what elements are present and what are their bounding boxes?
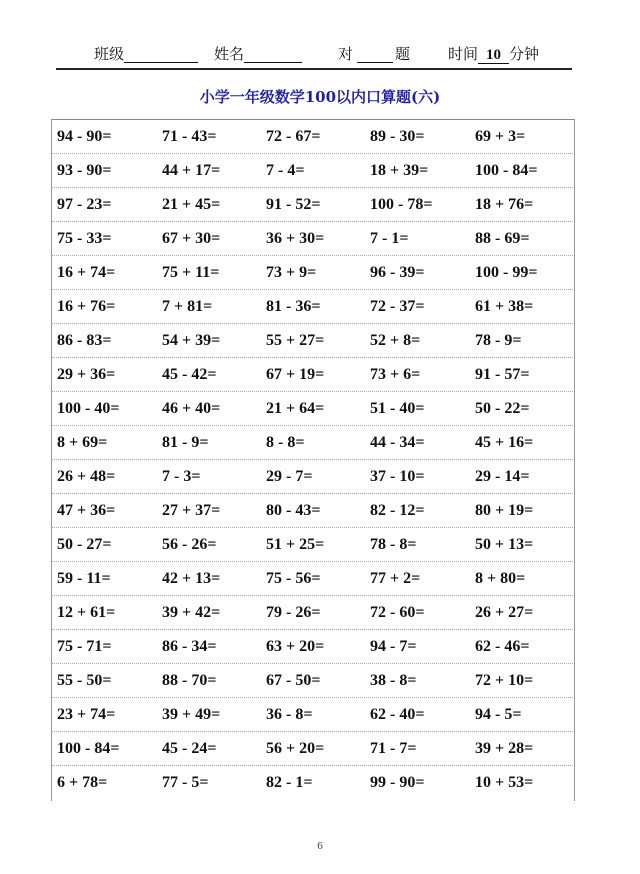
problem-cell: 47 + 36= bbox=[57, 502, 116, 519]
page-number: 6 bbox=[317, 840, 323, 852]
problem-cell: 100 - 84= bbox=[57, 740, 120, 757]
problem-cell: 50 + 13= bbox=[475, 536, 534, 553]
problem-cell: 81 - 9= bbox=[162, 434, 209, 451]
problem-cell: 44 - 34= bbox=[370, 434, 425, 451]
problem-cell: 52 + 8= bbox=[370, 332, 421, 349]
problem-cell: 18 + 39= bbox=[370, 162, 429, 179]
problem-row bbox=[51, 426, 575, 460]
problem-cell: 10 + 53= bbox=[475, 774, 534, 791]
problem-row bbox=[51, 290, 575, 324]
problem-cell: 55 - 50= bbox=[57, 672, 112, 689]
time-unit: 分钟 bbox=[509, 45, 540, 63]
problem-cell: 71 - 7= bbox=[370, 740, 417, 757]
problem-cell: 88 - 69= bbox=[475, 230, 530, 247]
time-value: 10 bbox=[478, 47, 509, 64]
problem-cell: 79 - 26= bbox=[266, 604, 321, 621]
time-field bbox=[448, 45, 539, 64]
class-blank bbox=[124, 46, 198, 63]
problem-row bbox=[51, 596, 575, 630]
problem-cell: 63 + 20= bbox=[266, 638, 325, 655]
problem-cell: 80 - 43= bbox=[266, 502, 321, 519]
problem-cell: 8 + 69= bbox=[57, 434, 108, 451]
problem-cell: 72 - 37= bbox=[370, 298, 425, 315]
problem-cell: 86 - 34= bbox=[162, 638, 217, 655]
problem-cell: 23 + 74= bbox=[57, 706, 116, 723]
problem-cell: 46 + 40= bbox=[162, 400, 221, 417]
problem-cell: 89 - 30= bbox=[370, 128, 425, 145]
problem-row bbox=[51, 154, 575, 188]
grid-left-border bbox=[51, 119, 52, 801]
problem-grid bbox=[51, 119, 575, 799]
class-label: 班级 bbox=[94, 45, 125, 63]
problem-cell: 99 - 90= bbox=[370, 774, 425, 791]
problem-cell: 62 - 46= bbox=[475, 638, 530, 655]
problem-cell: 72 - 60= bbox=[370, 604, 425, 621]
problem-cell: 75 + 11= bbox=[162, 264, 220, 281]
problem-cell: 50 - 22= bbox=[475, 400, 530, 417]
problem-cell: 42 + 13= bbox=[162, 570, 221, 587]
problem-cell: 73 + 9= bbox=[266, 264, 317, 281]
problem-cell: 61 + 38= bbox=[475, 298, 534, 315]
problem-cell: 56 - 26= bbox=[162, 536, 217, 553]
problem-row bbox=[51, 256, 575, 290]
problem-cell: 100 - 99= bbox=[475, 264, 538, 281]
problem-cell: 16 + 74= bbox=[57, 264, 116, 281]
problem-cell: 59 - 11= bbox=[57, 570, 111, 587]
grid-right-border bbox=[574, 119, 575, 801]
problem-cell: 6 + 78= bbox=[57, 774, 108, 791]
problem-cell: 29 - 14= bbox=[475, 468, 530, 485]
problem-cell: 21 + 45= bbox=[162, 196, 221, 213]
problem-cell: 26 + 48= bbox=[57, 468, 116, 485]
problem-cell: 91 - 57= bbox=[475, 366, 530, 383]
problem-cell: 27 + 37= bbox=[162, 502, 221, 519]
problem-cell: 100 - 40= bbox=[57, 400, 120, 417]
problem-cell: 36 + 30= bbox=[266, 230, 325, 247]
problem-cell: 44 + 17= bbox=[162, 162, 221, 179]
problem-cell: 88 - 70= bbox=[162, 672, 217, 689]
problem-row bbox=[51, 392, 575, 426]
problem-cell: 16 + 76= bbox=[57, 298, 116, 315]
problem-row bbox=[51, 494, 575, 528]
problem-cell: 97 - 23= bbox=[57, 196, 112, 213]
problem-cell: 56 + 20= bbox=[266, 740, 325, 757]
problem-cell: 8 - 8= bbox=[266, 434, 305, 451]
problem-cell: 50 - 27= bbox=[57, 536, 112, 553]
problem-cell: 71 - 43= bbox=[162, 128, 217, 145]
name-field bbox=[214, 45, 302, 63]
problem-cell: 7 - 1= bbox=[370, 230, 409, 247]
problem-cell: 29 - 7= bbox=[266, 468, 313, 485]
worksheet-header bbox=[56, 40, 572, 70]
problem-cell: 82 - 1= bbox=[266, 774, 313, 791]
problem-cell: 39 + 49= bbox=[162, 706, 221, 723]
correct-label: 对 bbox=[338, 45, 354, 63]
problem-cell: 36 - 8= bbox=[266, 706, 313, 723]
problem-cell: 21 + 64= bbox=[266, 400, 325, 417]
problem-cell: 39 + 42= bbox=[162, 604, 221, 621]
problem-cell: 100 - 84= bbox=[475, 162, 538, 179]
problem-cell: 12 + 61= bbox=[57, 604, 116, 621]
problem-cell: 7 - 3= bbox=[162, 468, 201, 485]
problem-cell: 93 - 90= bbox=[57, 162, 112, 179]
problem-cell: 80 + 19= bbox=[475, 502, 534, 519]
problem-cell: 77 + 2= bbox=[370, 570, 421, 587]
problem-cell: 100 - 78= bbox=[370, 196, 433, 213]
problem-cell: 82 - 12= bbox=[370, 502, 425, 519]
problem-cell: 26 + 27= bbox=[475, 604, 534, 621]
problem-cell: 51 + 25= bbox=[266, 536, 325, 553]
problem-cell: 73 + 6= bbox=[370, 366, 421, 383]
problem-cell: 7 - 4= bbox=[266, 162, 305, 179]
problem-row bbox=[51, 528, 575, 562]
problem-cell: 45 - 24= bbox=[162, 740, 217, 757]
problem-cell: 51 - 40= bbox=[370, 400, 425, 417]
problem-cell: 67 + 30= bbox=[162, 230, 221, 247]
problem-row bbox=[51, 562, 575, 596]
problem-cell: 55 + 27= bbox=[266, 332, 325, 349]
problem-cell: 78 - 9= bbox=[475, 332, 522, 349]
problem-row bbox=[51, 732, 575, 766]
problem-row bbox=[51, 698, 575, 732]
problem-cell: 37 - 10= bbox=[370, 468, 425, 485]
name-label: 姓名 bbox=[214, 45, 245, 63]
problem-cell: 7 + 81= bbox=[162, 298, 213, 315]
problem-cell: 94 - 90= bbox=[57, 128, 112, 145]
problem-cell: 67 + 19= bbox=[266, 366, 325, 383]
problem-row bbox=[51, 630, 575, 664]
problem-row bbox=[51, 188, 575, 222]
score-blank bbox=[357, 46, 393, 63]
problem-cell: 69 + 3= bbox=[475, 128, 526, 145]
problem-row bbox=[51, 222, 575, 256]
problem-cell: 8 + 80= bbox=[475, 570, 526, 587]
problem-row bbox=[51, 358, 575, 392]
name-blank bbox=[244, 46, 302, 63]
problem-row bbox=[51, 324, 575, 358]
problem-cell: 18 + 76= bbox=[475, 196, 534, 213]
problem-row bbox=[51, 460, 575, 494]
problem-cell: 75 - 56= bbox=[266, 570, 321, 587]
problem-cell: 29 + 36= bbox=[57, 366, 116, 383]
problem-cell: 62 - 40= bbox=[370, 706, 425, 723]
problem-cell: 54 + 39= bbox=[162, 332, 221, 349]
problem-cell: 78 - 8= bbox=[370, 536, 417, 553]
problem-cell: 91 - 52= bbox=[266, 196, 321, 213]
problem-cell: 81 - 36= bbox=[266, 298, 321, 315]
problem-row bbox=[51, 664, 575, 698]
problem-cell: 96 - 39= bbox=[370, 264, 425, 281]
problem-cell: 38 - 8= bbox=[370, 672, 417, 689]
problem-row bbox=[51, 120, 575, 154]
problem-cell: 94 - 7= bbox=[370, 638, 417, 655]
problem-cell: 94 - 5= bbox=[475, 706, 522, 723]
score-field bbox=[338, 45, 410, 63]
problem-cell: 45 + 16= bbox=[475, 434, 534, 451]
class-field bbox=[94, 45, 198, 63]
problem-cell: 72 - 67= bbox=[266, 128, 321, 145]
problem-cell: 39 + 28= bbox=[475, 740, 534, 757]
problem-cell: 72 + 10= bbox=[475, 672, 534, 689]
worksheet-title: 小学一年级数学100以内口算题(六) bbox=[199, 88, 441, 106]
time-label: 时间 bbox=[448, 45, 479, 63]
problem-cell: 86 - 83= bbox=[57, 332, 112, 349]
problem-row bbox=[51, 766, 575, 799]
problem-cell: 67 - 50= bbox=[266, 672, 321, 689]
problem-cell: 77 - 5= bbox=[162, 774, 209, 791]
question-label: 题 bbox=[395, 45, 411, 63]
problem-cell: 45 - 42= bbox=[162, 366, 217, 383]
problem-cell: 75 - 33= bbox=[57, 230, 112, 247]
problem-cell: 75 - 71= bbox=[57, 638, 112, 655]
